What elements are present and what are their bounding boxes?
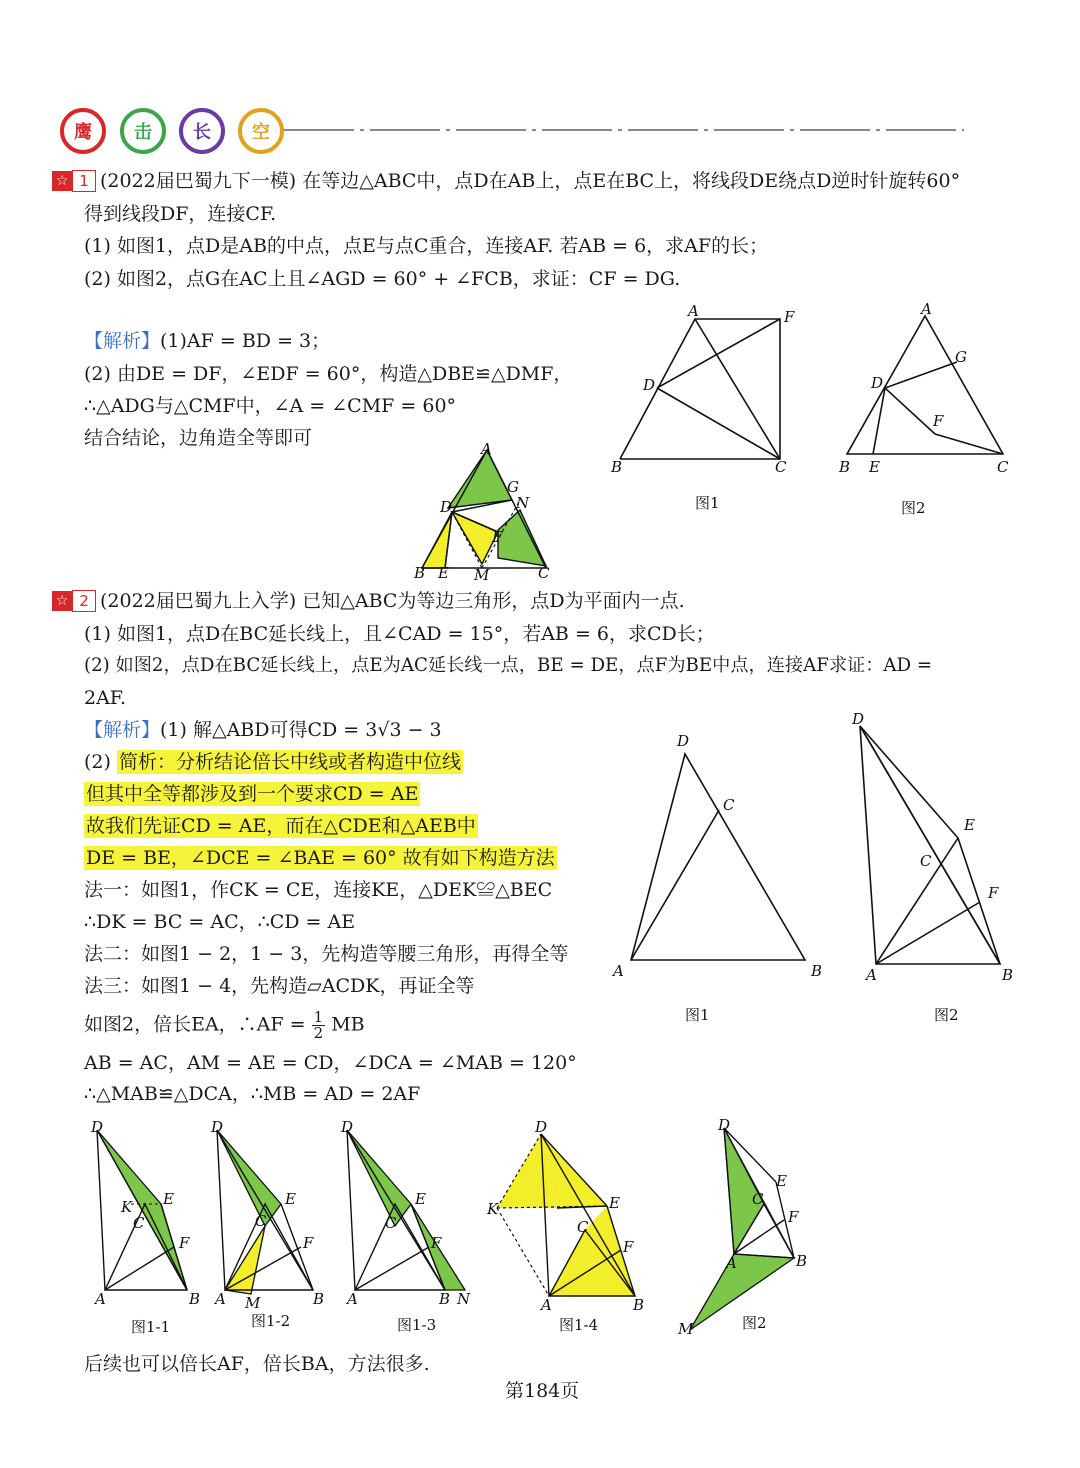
svg-text:F: F	[492, 528, 503, 546]
svg-text:D: D	[91, 1118, 104, 1136]
q1-solution2: (2) 由DE = DF，∠EDF = 60°，构造△DBE≌△DMF，	[84, 363, 573, 385]
svg-text:F: F	[179, 1234, 190, 1252]
q2-method1: 法一：如图1，作CK = CE，连接KE，△DEK≌△BEC	[84, 879, 553, 901]
svg-text:F: F	[303, 1234, 314, 1252]
q2-stem: (2022届巴蜀九上入学) 已知△ABC为等边三角形，点D为平面内一点.	[100, 590, 685, 612]
q2-fig2-line3: ∴△MAB≌△DCA，∴MB = AD = 2AF	[84, 1083, 421, 1105]
svg-text:C: C	[775, 458, 787, 476]
svg-text:F: F	[788, 1208, 799, 1226]
svg-text:C: C	[538, 564, 550, 580]
q2-number: ☆ 2	[52, 590, 96, 612]
svg-text:E: E	[438, 564, 449, 580]
svg-text:D: D	[718, 1118, 731, 1134]
svg-text:E: E	[776, 1172, 787, 1190]
fig-1-4	[485, 1118, 660, 1338]
svg-text:B: B	[439, 1290, 451, 1308]
svg-text:C: C	[752, 1190, 764, 1208]
svg-text:C: C	[133, 1214, 145, 1232]
svg-text:B: B	[313, 1290, 325, 1308]
q1-number: ☆ 1	[52, 170, 96, 192]
q2-highlight3: 故我们先证CD = AE，而在△CDE和△AEB中	[86, 815, 476, 837]
caption-1-3: 图1-3	[397, 1316, 437, 1334]
svg-text:G: G	[955, 348, 967, 366]
svg-text:A: A	[921, 302, 932, 318]
svg-text:E: E	[415, 1190, 426, 1208]
svg-text:B: B	[414, 564, 426, 580]
svg-text:A: A	[866, 966, 877, 984]
q1-fig1-caption: 图1	[695, 494, 720, 512]
fig-1-1	[85, 1118, 210, 1338]
header-rule	[284, 124, 974, 136]
q2-highlight1: (2) 简析：分析结论倍长中线或者构造中位线	[84, 751, 461, 773]
q2-figure2	[850, 708, 1030, 1028]
svg-text:D: D	[440, 498, 453, 516]
caption-2: 图2	[742, 1314, 767, 1332]
svg-text:F: F	[431, 1234, 442, 1252]
q1-part2: (2) 如图2，点G在AC上且∠AGD = 60° + ∠FCB，求证：CF = DG.	[84, 268, 681, 290]
svg-text:F: F	[784, 308, 795, 326]
q1-stem-line1: (2022届巴蜀九下一模) 在等边△ABC中，点D在AB上，点E在BC上，将线段DE绕点D逆时针旋转60°	[100, 170, 961, 192]
star-icon: ☆	[52, 171, 72, 191]
svg-text:E: E	[163, 1190, 174, 1208]
svg-text:A: A	[613, 962, 624, 980]
q2-fig1-caption: 图1	[685, 1006, 710, 1024]
svg-text:A: A	[541, 1296, 552, 1314]
svg-text:K: K	[121, 1198, 133, 1216]
q2-fig2-line1: 如图2，倍长EA，∴AF = $\frac{1}{2}$ MB	[84, 1008, 365, 1042]
svg-text:A: A	[95, 1290, 106, 1308]
badge-ji: 击	[120, 108, 166, 154]
svg-text:D: D	[677, 732, 690, 750]
q1-aux-figure	[410, 440, 560, 580]
q1-stem-line2: 得到线段DF，连接CF.	[84, 203, 277, 225]
svg-text:D: D	[211, 1118, 224, 1136]
svg-text:A: A	[481, 440, 492, 458]
q2-highlight2: 但其中全等都涉及到一个要求CD = AE	[86, 783, 419, 805]
svg-text:C: C	[577, 1218, 589, 1236]
q1-solution3: ∴△ADG与△CMF中，∠A = ∠CMF = 60°	[84, 395, 457, 417]
q2-closing: 后续也可以倍长AF，倍长BA，方法很多.	[84, 1353, 430, 1375]
fig-1-2	[205, 1118, 330, 1338]
svg-text:B: B	[811, 962, 823, 980]
svg-text:K: K	[487, 1200, 499, 1218]
q1-figure1	[605, 302, 815, 522]
q1-solution4: 结合结论，边角造全等即可	[84, 427, 313, 449]
fig-1-3	[335, 1118, 475, 1338]
q2-method2: 法二：如图1 − 2，1 − 3，先构造等腰三角形，再得全等	[84, 943, 569, 965]
svg-text:B: B	[611, 458, 623, 476]
svg-text:F: F	[623, 1238, 634, 1256]
svg-text:C: C	[255, 1212, 267, 1230]
page-number: 第184页	[505, 1380, 580, 1402]
q1-fig2-caption: 图2	[901, 499, 926, 517]
q2-part2-line1: (2) 如图2，点D在BC延长线上，点E为AC延长线一点，BE = DE，点F为BE中点，连接AF求证：AD =	[84, 655, 933, 676]
svg-text:B: B	[796, 1252, 808, 1270]
q2-highlight4: DE = BE，∠DCE = ∠BAE = 60° 故有如下构造方法	[86, 847, 555, 869]
svg-text:B: B	[839, 458, 851, 476]
svg-text:C: C	[997, 458, 1009, 476]
q2-part1: (1) 如图1，点D在BC延长线上，且∠CAD = 15°，若AB = 6，求CD长；	[84, 623, 715, 645]
q2-fig2-line2: AB = AC，AM = AE = CD，∠DCA = ∠MAB = 120°	[84, 1052, 577, 1074]
svg-text:A: A	[347, 1290, 358, 1308]
q2-part2-line2: 2AF.	[84, 687, 127, 709]
svg-text:F: F	[933, 412, 944, 430]
svg-text:E: E	[285, 1190, 296, 1208]
svg-text:N: N	[516, 494, 530, 512]
svg-text:E: E	[964, 816, 975, 834]
svg-text:D: D	[535, 1118, 548, 1136]
svg-text:D: D	[852, 710, 865, 728]
fraction-half: $\frac{1}{2}$	[313, 1008, 324, 1042]
caption-1-2: 图1-2	[251, 1312, 291, 1330]
star-icon: ☆	[52, 591, 72, 611]
svg-text:C: C	[920, 852, 932, 870]
svg-text:C: C	[385, 1214, 397, 1232]
svg-text:E: E	[609, 1194, 620, 1212]
svg-text:N: N	[457, 1290, 471, 1308]
svg-text:M: M	[474, 566, 490, 580]
svg-text:D: D	[643, 376, 656, 394]
caption-1-1: 图1-1	[131, 1318, 171, 1336]
badge-chang: 长	[179, 108, 225, 154]
badge-kong: 空	[238, 108, 284, 154]
q1-figure2	[835, 302, 1015, 522]
svg-text:B: B	[633, 1296, 645, 1314]
q2-solution1: 【解析】(1) 解△ABD可得CD = 3√3 − 3	[84, 719, 442, 741]
svg-text:G: G	[507, 478, 519, 496]
svg-text:C: C	[723, 796, 735, 814]
svg-text:A: A	[688, 302, 699, 320]
svg-text:A: A	[215, 1290, 226, 1308]
svg-text:D: D	[341, 1118, 354, 1136]
q1-part1: (1) 如图1，点D是AB的中点，点E与点C重合，连接AF. 若AB = 6，求AF的长；	[84, 235, 769, 257]
caption-1-4: 图1-4	[559, 1316, 599, 1334]
svg-text:M: M	[678, 1320, 694, 1338]
svg-text:D: D	[871, 374, 884, 392]
q1-solution1: 【解析】(1)AF = BD = 3；	[84, 330, 331, 352]
svg-text:A: A	[726, 1254, 737, 1272]
q2-method1b: ∴DK = BC = AC，∴CD = AE	[84, 911, 356, 933]
svg-text:E: E	[869, 458, 880, 476]
q2-fig2-caption: 图2	[934, 1006, 959, 1024]
svg-text:B: B	[189, 1290, 201, 1308]
q2-figure1	[605, 728, 835, 1028]
svg-text:M: M	[245, 1294, 261, 1312]
badge-ying: 鹰	[60, 108, 106, 154]
q2-method3: 法三：如图1 − 4，先构造▱ACDK，再证全等	[84, 975, 475, 997]
svg-text:B: B	[1002, 966, 1014, 984]
fig-2-small	[672, 1118, 822, 1348]
svg-text:F: F	[988, 884, 999, 902]
